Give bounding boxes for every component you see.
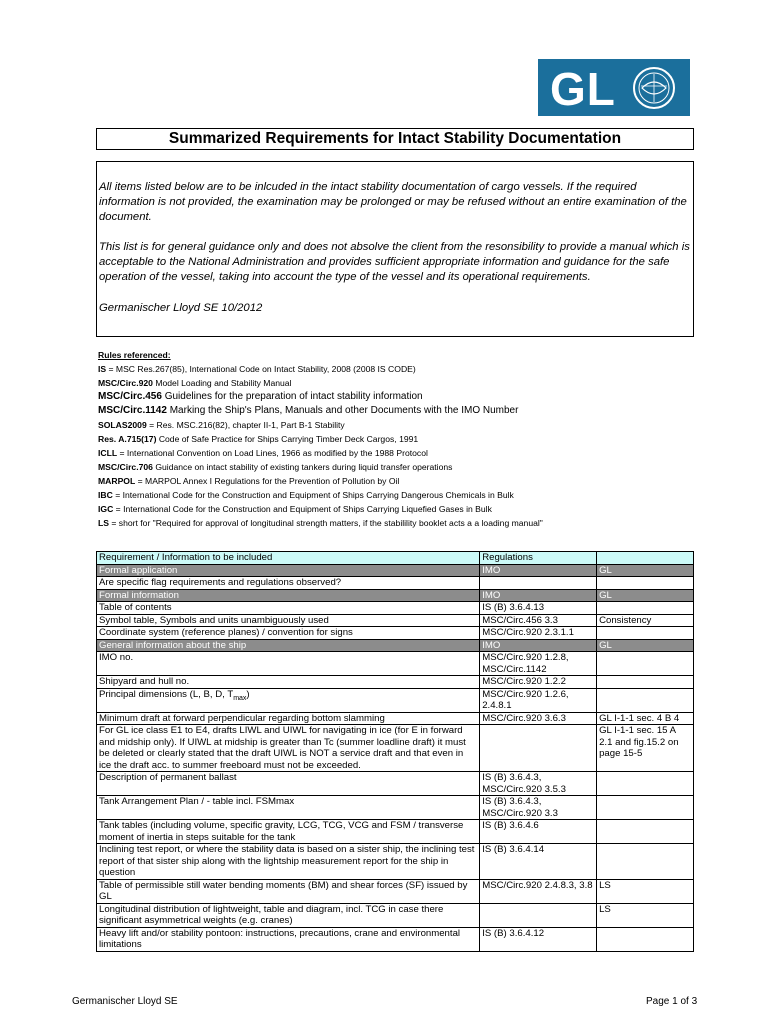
requirement-cell: Table of contents [97, 602, 480, 615]
gl-cell [597, 577, 694, 590]
requirement-cell: Symbol table, Symbols and units unambiguously used [97, 614, 480, 627]
gl-logo [538, 59, 690, 116]
gl-cell [597, 676, 694, 689]
regulation-cell [480, 903, 597, 927]
regulation-cell: MSC/Circ.456 3.3 [480, 614, 597, 627]
rule-item: MSC/Circ.920 Model Loading and Stability Manual [98, 378, 292, 388]
regulation-cell: MSC/Circ.920 2.3.1.1 [480, 627, 597, 640]
intro-paragraph-1: All items listed below are to be inlcuded in the intact stability documentation of cargo vessels. If the required information is not provided, the examination may be prolonged or may be refused without an entire examination of the document. [99, 181, 687, 224]
regulation-cell: MSC/Circ.920 2.4.8.3, 3.8 [480, 879, 597, 903]
regulation-cell: IMO [480, 589, 597, 602]
requirement-cell: Are specific flag requirements and regulations observed? [97, 577, 480, 590]
requirement-cell: Heavy lift and/or stability pontoon: instructions, precautions, crane and environmental limitations [97, 927, 480, 951]
gl-cell [597, 652, 694, 676]
requirement-cell: Table of permissible still water bending moments (BM) and shear forces (SF) issued by GL [97, 879, 480, 903]
table-row [97, 712, 694, 725]
footer-page-number: Page 1 of 3 [646, 996, 698, 1007]
requirement-cell: For GL ice class E1 to E4, drafts LIWL and UIWL for navigating in ice (for E in forward and midship only). If UIWL at midship is greater than Tc (summer loadline draft) it must be deleted or clearly stated that the draft UIWL is NOT a service draft and that even in ice the draft acc. to summer freeboard must not be exceeded. [97, 725, 480, 772]
table-row [97, 676, 694, 689]
rule-item: MSC/Circ.1142 Marking the Ship's Plans, Manuals and other Documents with the IMO Number [98, 405, 519, 416]
logo-text: GL [550, 63, 616, 115]
table-row [97, 844, 694, 880]
gl-cell: GL I-1-1 sec. 15 A 2.1 and fig.15.2 on page 15-5 [597, 725, 694, 772]
requirement-cell: IMO no. [97, 652, 480, 676]
table-row [97, 652, 694, 676]
requirement-cell: Tank Arrangement Plan / - table incl. FSMmax [97, 796, 480, 820]
table-row [97, 577, 694, 590]
regulation-cell: MSC/Circ.920 3.6.3 [480, 712, 597, 725]
gl-cell [597, 844, 694, 880]
requirement-cell: Description of permanent ballast [97, 772, 480, 796]
requirement-cell: Shipyard and hull no. [97, 676, 480, 689]
regulation-cell: IMO [480, 639, 597, 652]
rule-item: SOLAS2009 = Res. MSC.216(82), chapter II-1, Part B-1 Stability [98, 420, 345, 430]
gl-cell: LS [597, 903, 694, 927]
gl-cell: GL [597, 564, 694, 577]
gl-cell [597, 627, 694, 640]
regulation-cell [480, 577, 597, 590]
rule-item: IS = MSC Res.267(85), International Code on Intact Stability, 2008 (2008 IS CODE) [98, 364, 416, 374]
requirement-cell: Longitudinal distribution of lightweight, table and diagram, incl. TCG in case there significant asymmetrical weights (e.g. cranes) [97, 903, 480, 927]
table-row [97, 820, 694, 844]
gl-cell [597, 820, 694, 844]
intro-box [96, 161, 694, 337]
table-row [97, 602, 694, 615]
intro-signature-line: Germanischer Lloyd SE 10/2012 [99, 302, 263, 314]
document-title: Summarized Requirements for Intact Stability Documentation [96, 128, 694, 150]
regulation-cell: MSC/Circ.920 1.2.6, 2.4.8.1 [480, 688, 597, 712]
regulation-cell: IS (B) 3.6.4.3, MSC/Circ.920 3.5.3 [480, 772, 597, 796]
rule-item: ICLL = International Convention on Load Lines, 1966 as modified by the 1988 Protocol [98, 448, 428, 458]
rule-item: IGC = International Code for the Construction and Equipment of Ships Carrying Liquefied Gases in Bulk [98, 504, 492, 514]
gl-cell [597, 772, 694, 796]
rules-referenced [98, 348, 698, 530]
requirement-cell: Formal information [97, 589, 480, 602]
requirement-cell: Formal application [97, 564, 480, 577]
table-row [97, 879, 694, 903]
table-row [97, 725, 694, 772]
requirement-cell: General information about the ship [97, 639, 480, 652]
gl-cell: LS [597, 879, 694, 903]
requirement-cell: Tank tables (including volume, specific gravity, LCG, TCG, VCG and FSM / transverse moment of inertia in steps suitable for the tank [97, 820, 480, 844]
gl-cell [597, 688, 694, 712]
gl-cell: GL I-1-1 sec. 4 B 4 [597, 712, 694, 725]
regulation-cell: IS (B) 3.6.4.6 [480, 820, 597, 844]
rule-item: LS = short for "Required for approval of longitudinal strength matters, if the stabilility booklet acts a a loading manual" [98, 518, 543, 528]
table-row [97, 614, 694, 627]
rule-item: MSC/Circ.456 Guidelines for the preparation of intact stability information [98, 391, 423, 402]
regulation-cell: IS (B) 3.6.4.13 [480, 602, 597, 615]
regulation-cell [480, 725, 597, 772]
header-requirement: Requirement / Information to be included [97, 552, 480, 565]
requirement-cell: Coordinate system (reference planes) / convention for signs [97, 627, 480, 640]
table-row [97, 627, 694, 640]
section-header-row [97, 564, 694, 577]
gl-cell: GL [597, 639, 694, 652]
table-row [97, 903, 694, 927]
regulation-cell: MSC/Circ.920 1.2.2 [480, 676, 597, 689]
rule-item: Res. A.715(17) Code of Safe Practice for Ships Carrying Timber Deck Cargos, 1991 [98, 434, 419, 444]
table-row [97, 772, 694, 796]
gl-cell: GL [597, 589, 694, 602]
rule-item: MSC/Circ.706 Guidance on intact stability of existing tankers during liquid transfer operations [98, 462, 453, 472]
rule-item: MARPOL = MARPOL Annex I Regulations for the Prevention of Pollution by Oil [98, 476, 400, 486]
regulation-cell: IS (B) 3.6.4.3, MSC/Circ.920 3.3 [480, 796, 597, 820]
gl-cell [597, 927, 694, 951]
requirement-cell: Inclining test report, or where the stability data is based on a sister ship, the inclining test report of that sister ship along with the lightship measurement report for the ship in question [97, 844, 480, 880]
gl-cell: Consistency [597, 614, 694, 627]
footer-company: Germanischer Lloyd SE [72, 996, 178, 1007]
regulation-cell: IS (B) 3.6.4.14 [480, 844, 597, 880]
globe-seal-icon [632, 66, 676, 110]
regulation-cell: IS (B) 3.6.4.12 [480, 927, 597, 951]
regulation-cell: MSC/Circ.920 1.2.8, MSC/Circ.1142 [480, 652, 597, 676]
gl-cell [597, 796, 694, 820]
requirement-cell: Minimum draft at forward perpendicular regarding bottom slamming [97, 712, 480, 725]
header-blank [597, 552, 694, 565]
table-header-row [97, 552, 694, 565]
gl-cell [597, 602, 694, 615]
rule-item: IBC = International Code for the Construction and Equipment of Ships Carrying Dangerous Chemicals in Bulk [98, 490, 514, 500]
table-row [97, 796, 694, 820]
table-row [97, 688, 694, 712]
header-regulations: Regulations [480, 552, 597, 565]
table-row [97, 927, 694, 951]
requirement-cell: Principal dimensions (L, B, D, $T_{max}$) [97, 688, 480, 712]
intro-paragraph-2: This list is for general guidance only and does not absolve the client from the resonsibility to provide a manual which is acceptable to the National Administration and provides sufficient appropriate information and guidance for the safe operation of the vessel, taking into account the type of the vessel and its operational requirements. [99, 241, 690, 284]
section-header-row [97, 639, 694, 652]
requirements-table [96, 551, 694, 952]
rules-heading: Rules referenced: [98, 350, 171, 360]
section-header-row [97, 589, 694, 602]
regulation-cell: IMO [480, 564, 597, 577]
